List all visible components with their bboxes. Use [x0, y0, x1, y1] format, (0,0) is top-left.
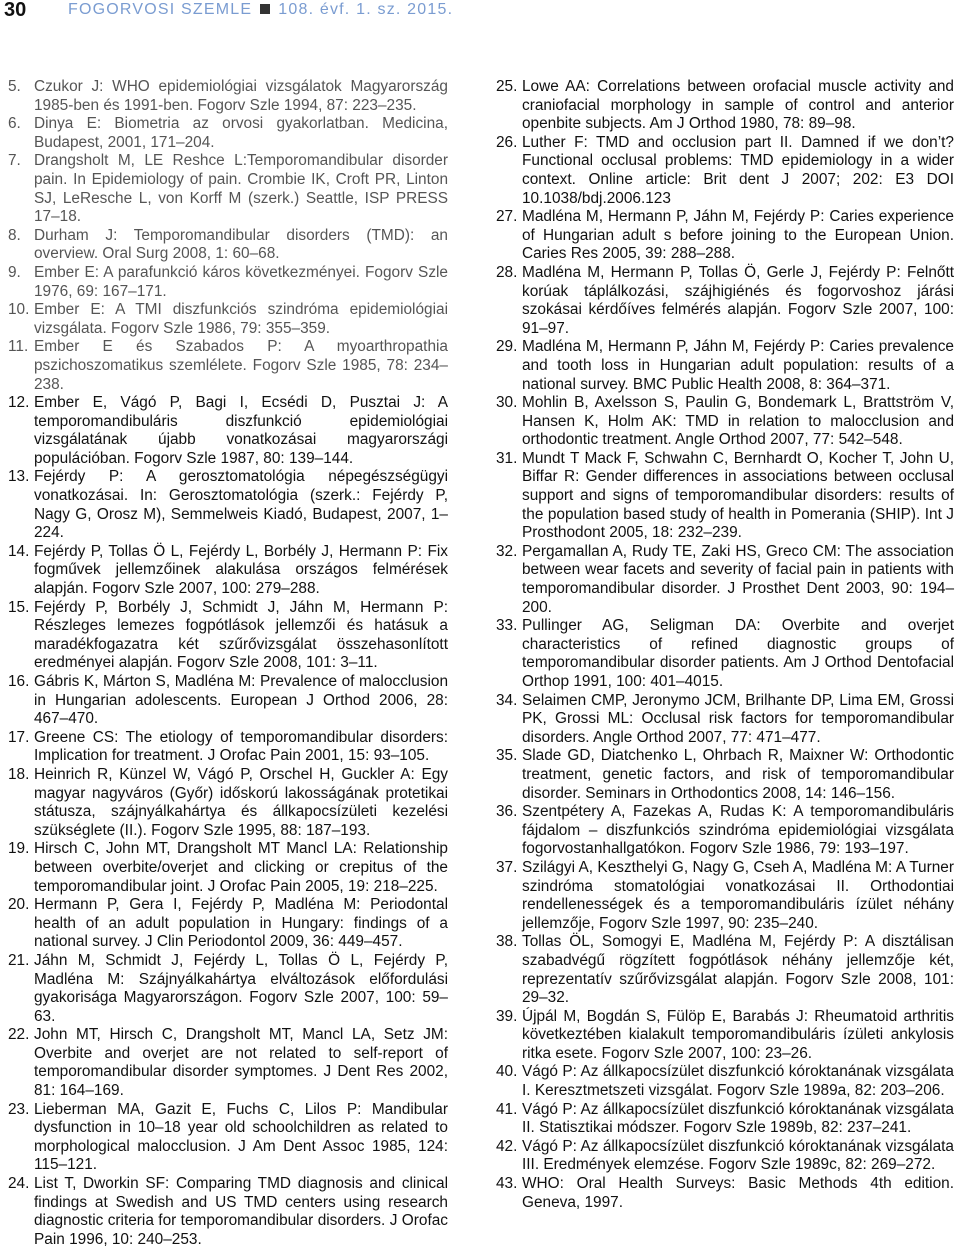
reference-item	[8, 468, 448, 542]
reference-number: 16.	[8, 673, 30, 690]
reference-item	[496, 933, 954, 1007]
reference-text: Ember E: A TMI diszfunkciós szindróma epidemiológiai vizsgálata. Fogorv Szle 1986, 79: 355–359.	[34, 301, 448, 337]
reference-item	[8, 227, 448, 264]
reference-number: 6.	[8, 115, 21, 133]
reference-number: 10.	[8, 301, 30, 319]
reference-text: Dinya E: Biometria az orvosi gyakorlatban. Medicina, Budapest, 2001, 171–204.	[34, 115, 448, 151]
reference-text: Hermann P, Gera I, Fejérdy P, Madléna M: Periodontal health of an adult population in Hungary: findings of a national survey. J Clin Periodontol 2009, 36: 449–457.	[34, 896, 448, 951]
reference-item	[496, 1101, 954, 1138]
reference-number: 43.	[496, 1175, 518, 1193]
reference-text: Szentpétery A, Fazekas A, Rudas K: A temporomandibuláris fájdalom – diszfunkciós szindróma epidemiológiai vizsgálata fogorvostanhallgatókon. Fogorv Szle 1986, 79: 193–197.	[522, 803, 954, 858]
reference-text: Mundt T Mack F, Schwahn C, Bernhardt O, Kocher T, John U, Biffar R: Gender differences in associations between occlusal support and signs of temporomandibular disorders: results of the population based study of health in Pomerania (SHIP). Int J Prosthodont 2005, 18: 232–239.	[522, 449, 954, 542]
reference-number: 38.	[496, 933, 518, 951]
reference-item	[496, 1175, 954, 1212]
journal-name: FOGORVOSI SZEMLE	[68, 1, 253, 18]
reference-item	[496, 208, 954, 264]
reference-number: 8.	[8, 226, 21, 244]
reference-number: 32.	[496, 542, 518, 560]
reference-text: Ember E: A parafunkció káros következményei. Fogorv Szle 1976, 69: 167–171.	[34, 263, 448, 300]
reference-text: Luther F: TMD and occlusion part II. Damned if we don’t? Functional occlusal problems: TMD epidemiology in a wider context. Online article: Brit dent J 2007; 202: E3 DOI 10.1038/bdj.2006.123	[522, 133, 954, 207]
reference-item	[496, 803, 954, 859]
square-bullet-icon	[260, 4, 270, 14]
reference-text: Madléna M, Hermann P, Jáhn M, Fejérdy P: Caries experience of Hungarian adult s before joining to the European Union. Caries Res 2005, 39: 288–288.	[522, 208, 954, 263]
reference-text: Pullinger AG, Seligman DA: Overbite and overjet characteristics of refined diagnostic groups of temporomandibular disorder patients. Am J Orthod Dentofacial Orthop 1991, 100: 401–4015.	[522, 617, 954, 690]
reference-text: Ember E és Szabados P: A myoarthropathia pszichoszomatikus szemlélete. Fogorv Szle 1985, 78: 234–238.	[34, 338, 448, 393]
reference-number: 15.	[8, 598, 30, 616]
reference-number: 36.	[496, 803, 518, 821]
reference-item	[496, 1138, 954, 1175]
reference-text: Vágó P: Az állkapocsízület diszfunkció kóroktanának vizsgálata I. Keresztmetszeti vizsgálat. Fogorv Szle 1989a, 82: 203–206.	[522, 1063, 954, 1100]
reference-text: Hirsch C, John MT, Drangsholt MT Mancl LA: Relationship between overbite/overjet and clicking or crepitus of the temporomandibular joint. J Orofac Pain 2005, 19: 218–225.	[34, 840, 448, 895]
reference-item	[8, 301, 448, 338]
reference-text: Tollas ÖL, Somogyi E, Madléna M, Fejérdy P: A disztálisan szabadvégű rögzített fogpótlások néhány jellemzője két, reprezentatív szűrővizsgálat alapján. Fogorv Szle 2008, 101: 29–32.	[522, 933, 954, 1007]
reference-text: Gábris K, Márton S, Madléna M: Prevalence of malocclusion in Hungarian adolescents. European J Orthod 2006, 28: 467–470.	[34, 673, 448, 728]
reference-item	[496, 134, 954, 208]
reference-item	[8, 673, 448, 729]
reference-item	[8, 952, 448, 1026]
reference-text: Drangsholt M, LE Reshce L:Temporomandibular disorder pain. In Epidemiology of pain. Crombie IK, Croft PR, Linton SJ, LeResche L, von Korff M (szerk.) Seattle, ISP PRESS 17–18.	[34, 152, 448, 226]
reference-number: 23.	[8, 1100, 30, 1118]
reference-text: Durham J: Temporomandibular disorders (TMD): an overview. Oral Surg 2008, 1: 60–68.	[34, 226, 448, 263]
reference-item	[8, 543, 448, 599]
reference-number: 12.	[8, 394, 30, 412]
reference-number: 37.	[496, 858, 518, 876]
reference-text: Madléna M, Hermann P, Jáhn M, Fejérdy P: Caries prevalence and tooth loss in Hungarian adult population: results of a national survey. BMC Public Health 2008, 8: 364–371.	[522, 338, 954, 393]
reference-item	[496, 1063, 954, 1100]
reference-text: Fejérdy P, Tollas Ö L, Fejérdy L, Borbély J, Hermann P: Fix fogművek jellemzőinek alakulása országos felmérések alapján. Fogorv Szle 2007, 100: 279–288.	[34, 542, 448, 598]
reference-number: 21.	[8, 951, 30, 969]
reference-item	[8, 78, 448, 115]
reference-number: 18.	[8, 765, 30, 783]
reference-item	[496, 543, 954, 617]
reference-number: 11.	[8, 338, 29, 356]
reference-number: 19.	[8, 840, 30, 858]
reference-item	[496, 78, 954, 134]
reference-item	[496, 747, 954, 803]
reference-text: Slade GD, Diatchenko L, Ohrbach R, Maixner W: Orthodontic treatment, genetic factors, and risk of temporomandibular disorder. Seminars in Orthodontics 2008, 14: 146–156.	[522, 747, 954, 802]
reference-text: Lowe AA: Correlations between orofacial muscle activity and craniofacial morphology in sample of control and anterior openbite subjects. Am J Orthod 1980, 78: 89–98.	[522, 78, 954, 133]
reference-text: Selaimen CMP, Jeronymo JCM, Brilhante DP, Lima EM, Grossi PK, Grossi ML: Occlusal risk factors for temporomandibular disorders. Angle Orthod 2007, 77: 471–477.	[522, 691, 954, 746]
running-title	[68, 0, 453, 20]
reference-number: 25.	[496, 78, 518, 95]
reference-text: Jáhn M, Schmidt J, Fejérdy L, Tollas Ö L, Fejérdy P, Madléna M: Szájnyálkahártya elváltozások előfordulási gyakorisága Magyarországon. Fogorv Szle 2007, 100: 59–63.	[34, 951, 448, 1025]
reference-text: Greene CS: The etiology of temporomandibular disorders: Implication for treatment. J Orofac Pain 2001, 15: 93–105.	[34, 728, 448, 765]
reference-number: 33.	[496, 617, 518, 635]
reference-item	[8, 264, 448, 301]
references-right-column	[496, 78, 954, 1212]
reference-number: 22.	[8, 1026, 30, 1044]
reference-text: List T, Dworkin SF: Comparing TMD diagnosis and clinical findings at Swedish and US TMD centers using research diagnostic criteria for temporomandibular disorders. J Orofac Pain 1996, 10: 240–253.	[34, 1175, 448, 1248]
reference-item	[8, 1175, 448, 1249]
reference-number: 42.	[496, 1137, 518, 1155]
reference-item	[8, 1101, 448, 1175]
reference-text: Madléna M, Hermann P, Tollas Ö, Gerle J, Fejérdy P: Felnőtt korúak táplálkozási, szájhigiénés és fogorvoshoz járási szokásai kérdőíves felmérés alapján. Fogorv Szle 2007, 100: 91–97.	[522, 263, 954, 337]
reference-number: 34.	[496, 691, 518, 709]
reference-text: Vágó P: Az állkapocsízület diszfunkció kóroktanának vizsgálata III. Eredmények elemzése. Fogorv Szle 1989c, 82: 269–272.	[522, 1137, 954, 1174]
reference-text: Mohlin B, Axelsson S, Paulin G, Bondemark L, Brattström V, Hansen K, Holm AK: TMD in relation to malocclusion and orthodontic treatment. Angle Orthod 2007, 77: 542–548.	[522, 394, 954, 449]
reference-item	[8, 115, 448, 152]
reference-number: 30.	[496, 394, 518, 412]
reference-text: Ember E, Vágó P, Bagi I, Ecsédi D, Pusztai J: A temporomandibuláris diszfunkció epidemiológiai vizsgálatának újabb vonatkozásai magyarországi populációban. Fogorv Szle 1987, 80: 139–144.	[34, 394, 448, 467]
reference-text: Szilágyi A, Keszthelyi G, Nagy G, Cseh A, Madléna M: A Turner szindróma stomatológiai vonatkozásai II. Orthodontiai rendellenességek és a temporomandibuláris ízület néhány jellemzője, Fogorv Szle 1997, 90: 235–240.	[522, 858, 954, 932]
reference-number: 26.	[496, 133, 518, 151]
reference-item	[496, 394, 954, 450]
reference-number: 24.	[8, 1175, 30, 1193]
reference-number: 31.	[496, 449, 518, 467]
reference-text: WHO: Oral Health Surveys: Basic Methods 4th edition. Geneva, 1997.	[522, 1175, 954, 1211]
reference-number: 13.	[8, 468, 30, 486]
reference-item	[496, 450, 954, 543]
reference-item	[8, 394, 448, 468]
reference-item	[496, 617, 954, 691]
reference-text: Fejérdy P, Borbély J, Schmidt J, Jáhn M, Hermann P: Részleges lemezes fogpótlások jellemzői és hatásuk a maradékfogazatra két szűrővizsgálat összehasonlított eredményei alapján. Fogorv Szle 2008, 101: 3–11.	[34, 598, 448, 672]
reference-text: Lieberman MA, Gazit E, Fuchs C, Lilos P: Mandibular dysfunction in 10–18 year old schoolchildren as related to morphological malocclusion. J Am Dent Assoc 1985, 124: 115–121.	[34, 1100, 448, 1174]
reference-number: 9.	[8, 263, 21, 281]
reference-number: 29.	[496, 338, 518, 356]
reference-text: Újpál M, Bogdán S, Fülöp E, Barabás J: Rheumatoid arthritis következtében kialakult temporomandibuláris ízületi ankylosis ritka esete. Fogorv Szle 2007, 100: 23–26.	[522, 1007, 954, 1062]
reference-item	[8, 729, 448, 766]
reference-text: Heinrich R, Künzel W, Vágó P, Orschel H, Guckler A: Egy magyar nagyváros (Győr) időskorú lakosságának protetikai státusza, szájnyálkahártya és állkapocsízületi kezelési szükséglete (II.). Fogorv Szle 1995, 88: 187–193.	[34, 765, 448, 839]
page-header	[0, 0, 960, 24]
reference-number: 28.	[496, 263, 518, 281]
reference-text: Fejérdy P: A gerosztomatológia népegészségügyi vonatkozásai. In: Gerosztomatológia (szerk.: Fejérdy P, Nagy G, Orosz M), Semmelweis Kiadó, Budapest, 2007, 1–224.	[34, 468, 448, 542]
reference-text: Vágó P: Az állkapocsízület diszfunkció kóroktanának vizsgálata II. Statisztikai módszer. Fogorv Szle 1989b, 82: 237–241.	[522, 1100, 954, 1137]
reference-number: 20.	[8, 896, 30, 914]
reference-number: 40.	[496, 1063, 518, 1081]
references-left-column	[8, 78, 448, 1249]
reference-item	[496, 692, 954, 748]
reference-number: 39.	[496, 1007, 518, 1025]
reference-number: 5.	[8, 78, 21, 95]
reference-item	[496, 264, 954, 338]
reference-number: 41.	[496, 1100, 518, 1118]
reference-number: 35.	[496, 747, 518, 765]
page-number: 30	[4, 0, 27, 21]
reference-item	[8, 766, 448, 840]
reference-item	[496, 338, 954, 394]
issue-info: 108. évf. 1. sz. 2015.	[278, 1, 454, 18]
reference-number: 14.	[8, 542, 30, 560]
reference-text: Pergamallan A, Rudy TE, Zaki HS, Greco CM: The association between wear facets and severity of facial pain in patients with temporomandibular disorder. J Prosthet Dent 2003, 90: 194–200.	[522, 542, 954, 616]
reference-item	[8, 599, 448, 673]
reference-number: 17.	[8, 728, 30, 746]
reference-text: John MT, Hirsch C, Drangsholt MT, Mancl LA, Setz JM: Overbite and overjet are not related to self-report of temporomandibular disorder symptomes. J Dent Res 2002, 81: 164–169.	[34, 1026, 448, 1100]
reference-item	[8, 840, 448, 896]
reference-item	[8, 896, 448, 952]
reference-number: 7.	[8, 152, 21, 170]
reference-number: 27.	[496, 208, 518, 226]
reference-item	[496, 1008, 954, 1064]
reference-item	[8, 1026, 448, 1100]
reference-text: Czukor J: WHO epidemiológiai vizsgálatok Magyarország 1985-ben és 1991-ben. Fogorv Szle 1994, 87: 223–235.	[34, 78, 448, 114]
reference-item	[496, 859, 954, 933]
reference-item	[8, 338, 448, 394]
reference-item	[8, 152, 448, 226]
